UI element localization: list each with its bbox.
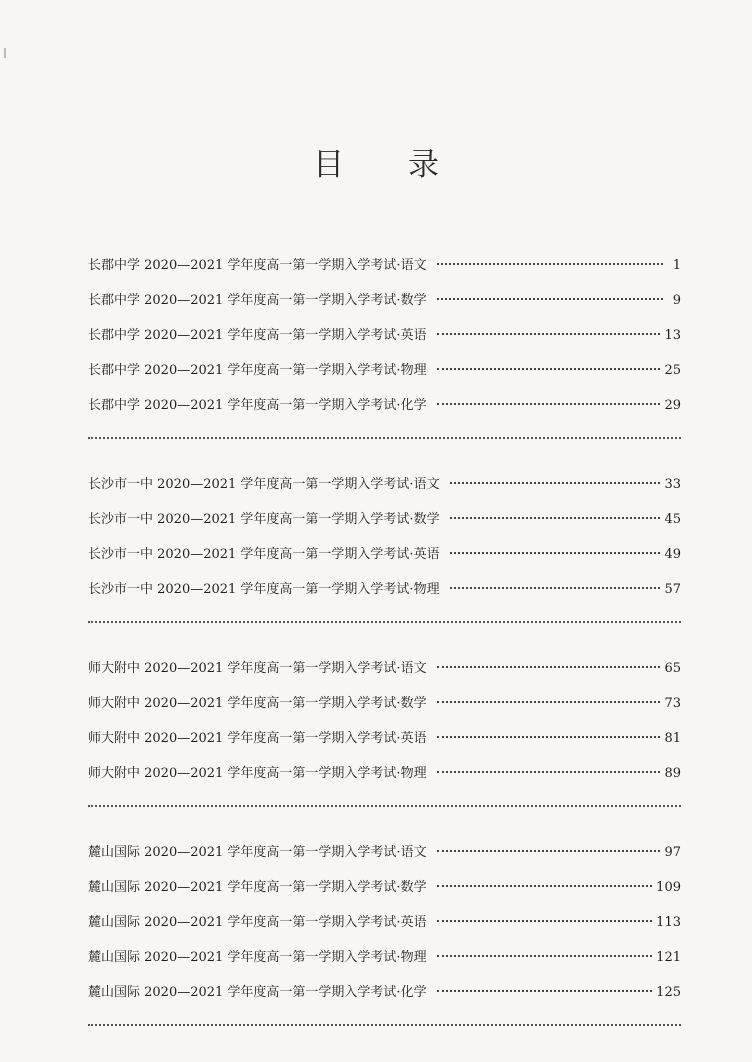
toc-entry-page-number: 73 bbox=[664, 696, 681, 711]
toc-entry-title: 长郡中学 2020—2021 学年度高一第一学期入学考试·英语 bbox=[88, 328, 427, 343]
toc-entry[interactable] bbox=[88, 686, 681, 721]
dot-leader bbox=[437, 955, 653, 957]
toc-entry[interactable] bbox=[88, 283, 681, 318]
toc-entry[interactable] bbox=[88, 905, 681, 940]
toc-entry-page-number: 113 bbox=[656, 915, 681, 930]
toc-entry-page-number: 121 bbox=[656, 950, 681, 965]
scan-artifact-mark bbox=[4, 48, 6, 58]
toc-entry-title: 长郡中学 2020—2021 学年度高一第一学期入学考试·物理 bbox=[88, 363, 427, 378]
toc-section bbox=[88, 248, 681, 423]
toc-entry-title: 麓山国际 2020—2021 学年度高一第一学期入学考试·化学 bbox=[88, 985, 427, 1000]
toc-entry-page-number: 57 bbox=[664, 582, 681, 597]
section-divider bbox=[88, 805, 681, 807]
dot-leader bbox=[437, 263, 663, 265]
toc-entry[interactable] bbox=[88, 502, 681, 537]
toc-entry-title: 长郡中学 2020—2021 学年度高一第一学期入学考试·语文 bbox=[88, 258, 427, 273]
toc-entry-page-number: 13 bbox=[664, 328, 681, 343]
title-char-2: 录 bbox=[408, 147, 439, 183]
dot-leader bbox=[437, 990, 653, 992]
toc-entry-page-number: 9 bbox=[672, 293, 681, 308]
toc-entry-title: 师大附中 2020—2021 学年度高一第一学期入学考试·语文 bbox=[88, 661, 427, 676]
toc-entry[interactable] bbox=[88, 870, 681, 905]
toc-entry[interactable] bbox=[88, 572, 681, 607]
toc-entry[interactable] bbox=[88, 756, 681, 791]
toc-entry-page-number: 125 bbox=[656, 985, 681, 1000]
toc-entry-title: 师大附中 2020—2021 学年度高一第一学期入学考试·数学 bbox=[88, 696, 427, 711]
toc-entry-title: 长沙市一中 2020—2021 学年度高一第一学期入学考试·物理 bbox=[88, 582, 440, 597]
toc-entry-title: 长沙市一中 2020—2021 学年度高一第一学期入学考试·英语 bbox=[88, 547, 440, 562]
toc-entry[interactable] bbox=[88, 721, 681, 756]
toc-entry-page-number: 25 bbox=[664, 363, 681, 378]
toc-entry[interactable] bbox=[88, 651, 681, 686]
dot-leader bbox=[437, 666, 661, 668]
toc-entry[interactable] bbox=[88, 318, 681, 353]
toc-entry-page-number: 65 bbox=[664, 661, 681, 676]
dot-leader bbox=[437, 920, 653, 922]
dot-leader bbox=[450, 482, 661, 484]
table-of-contents bbox=[88, 248, 681, 1054]
dot-leader bbox=[437, 771, 661, 773]
section-divider bbox=[88, 437, 681, 439]
dot-leader bbox=[437, 885, 653, 887]
toc-entry-page-number: 29 bbox=[664, 398, 681, 413]
toc-entry-title: 麓山国际 2020—2021 学年度高一第一学期入学考试·英语 bbox=[88, 915, 427, 930]
toc-entry-page-number: 49 bbox=[664, 547, 681, 562]
toc-entry-title: 长郡中学 2020—2021 学年度高一第一学期入学考试·化学 bbox=[88, 398, 427, 413]
toc-entry[interactable] bbox=[88, 388, 681, 423]
page-title bbox=[0, 145, 752, 185]
toc-entry-page-number: 33 bbox=[664, 477, 681, 492]
toc-entry[interactable] bbox=[88, 975, 681, 1010]
dot-leader bbox=[437, 701, 661, 703]
dot-leader bbox=[437, 403, 661, 405]
toc-entry-title: 长沙市一中 2020—2021 学年度高一第一学期入学考试·语文 bbox=[88, 477, 440, 492]
toc-section bbox=[88, 835, 681, 1010]
toc-entry-title: 长郡中学 2020—2021 学年度高一第一学期入学考试·数学 bbox=[88, 293, 427, 308]
toc-entry-page-number: 81 bbox=[664, 731, 681, 746]
toc-entry-title: 麓山国际 2020—2021 学年度高一第一学期入学考试·物理 bbox=[88, 950, 427, 965]
dot-leader bbox=[437, 368, 661, 370]
dot-leader bbox=[450, 552, 661, 554]
dot-leader bbox=[437, 333, 661, 335]
section-divider bbox=[88, 621, 681, 623]
section-divider bbox=[88, 1024, 681, 1026]
toc-entry-page-number: 45 bbox=[664, 512, 681, 527]
dot-leader bbox=[437, 850, 661, 852]
dot-leader bbox=[450, 517, 661, 519]
toc-entry-title: 师大附中 2020—2021 学年度高一第一学期入学考试·物理 bbox=[88, 766, 427, 781]
toc-entry[interactable] bbox=[88, 467, 681, 502]
toc-entry-title: 麓山国际 2020—2021 学年度高一第一学期入学考试·语文 bbox=[88, 845, 427, 860]
toc-entry[interactable] bbox=[88, 353, 681, 388]
toc-entry-page-number: 1 bbox=[672, 258, 681, 273]
toc-section bbox=[88, 651, 681, 791]
dot-leader bbox=[437, 736, 661, 738]
toc-entry[interactable] bbox=[88, 835, 681, 870]
dot-leader bbox=[450, 587, 661, 589]
toc-entry-title: 师大附中 2020—2021 学年度高一第一学期入学考试·英语 bbox=[88, 731, 427, 746]
toc-section bbox=[88, 467, 681, 607]
title-char-1: 目 bbox=[313, 147, 344, 183]
toc-entry[interactable] bbox=[88, 248, 681, 283]
toc-entry-page-number: 109 bbox=[656, 880, 681, 895]
toc-entry-page-number: 97 bbox=[664, 845, 681, 860]
toc-entry[interactable] bbox=[88, 537, 681, 572]
toc-entry[interactable] bbox=[88, 940, 681, 975]
toc-entry-title: 长沙市一中 2020—2021 学年度高一第一学期入学考试·数学 bbox=[88, 512, 440, 527]
dot-leader bbox=[437, 298, 663, 300]
toc-entry-page-number: 89 bbox=[664, 766, 681, 781]
toc-entry-title: 麓山国际 2020—2021 学年度高一第一学期入学考试·数学 bbox=[88, 880, 427, 895]
